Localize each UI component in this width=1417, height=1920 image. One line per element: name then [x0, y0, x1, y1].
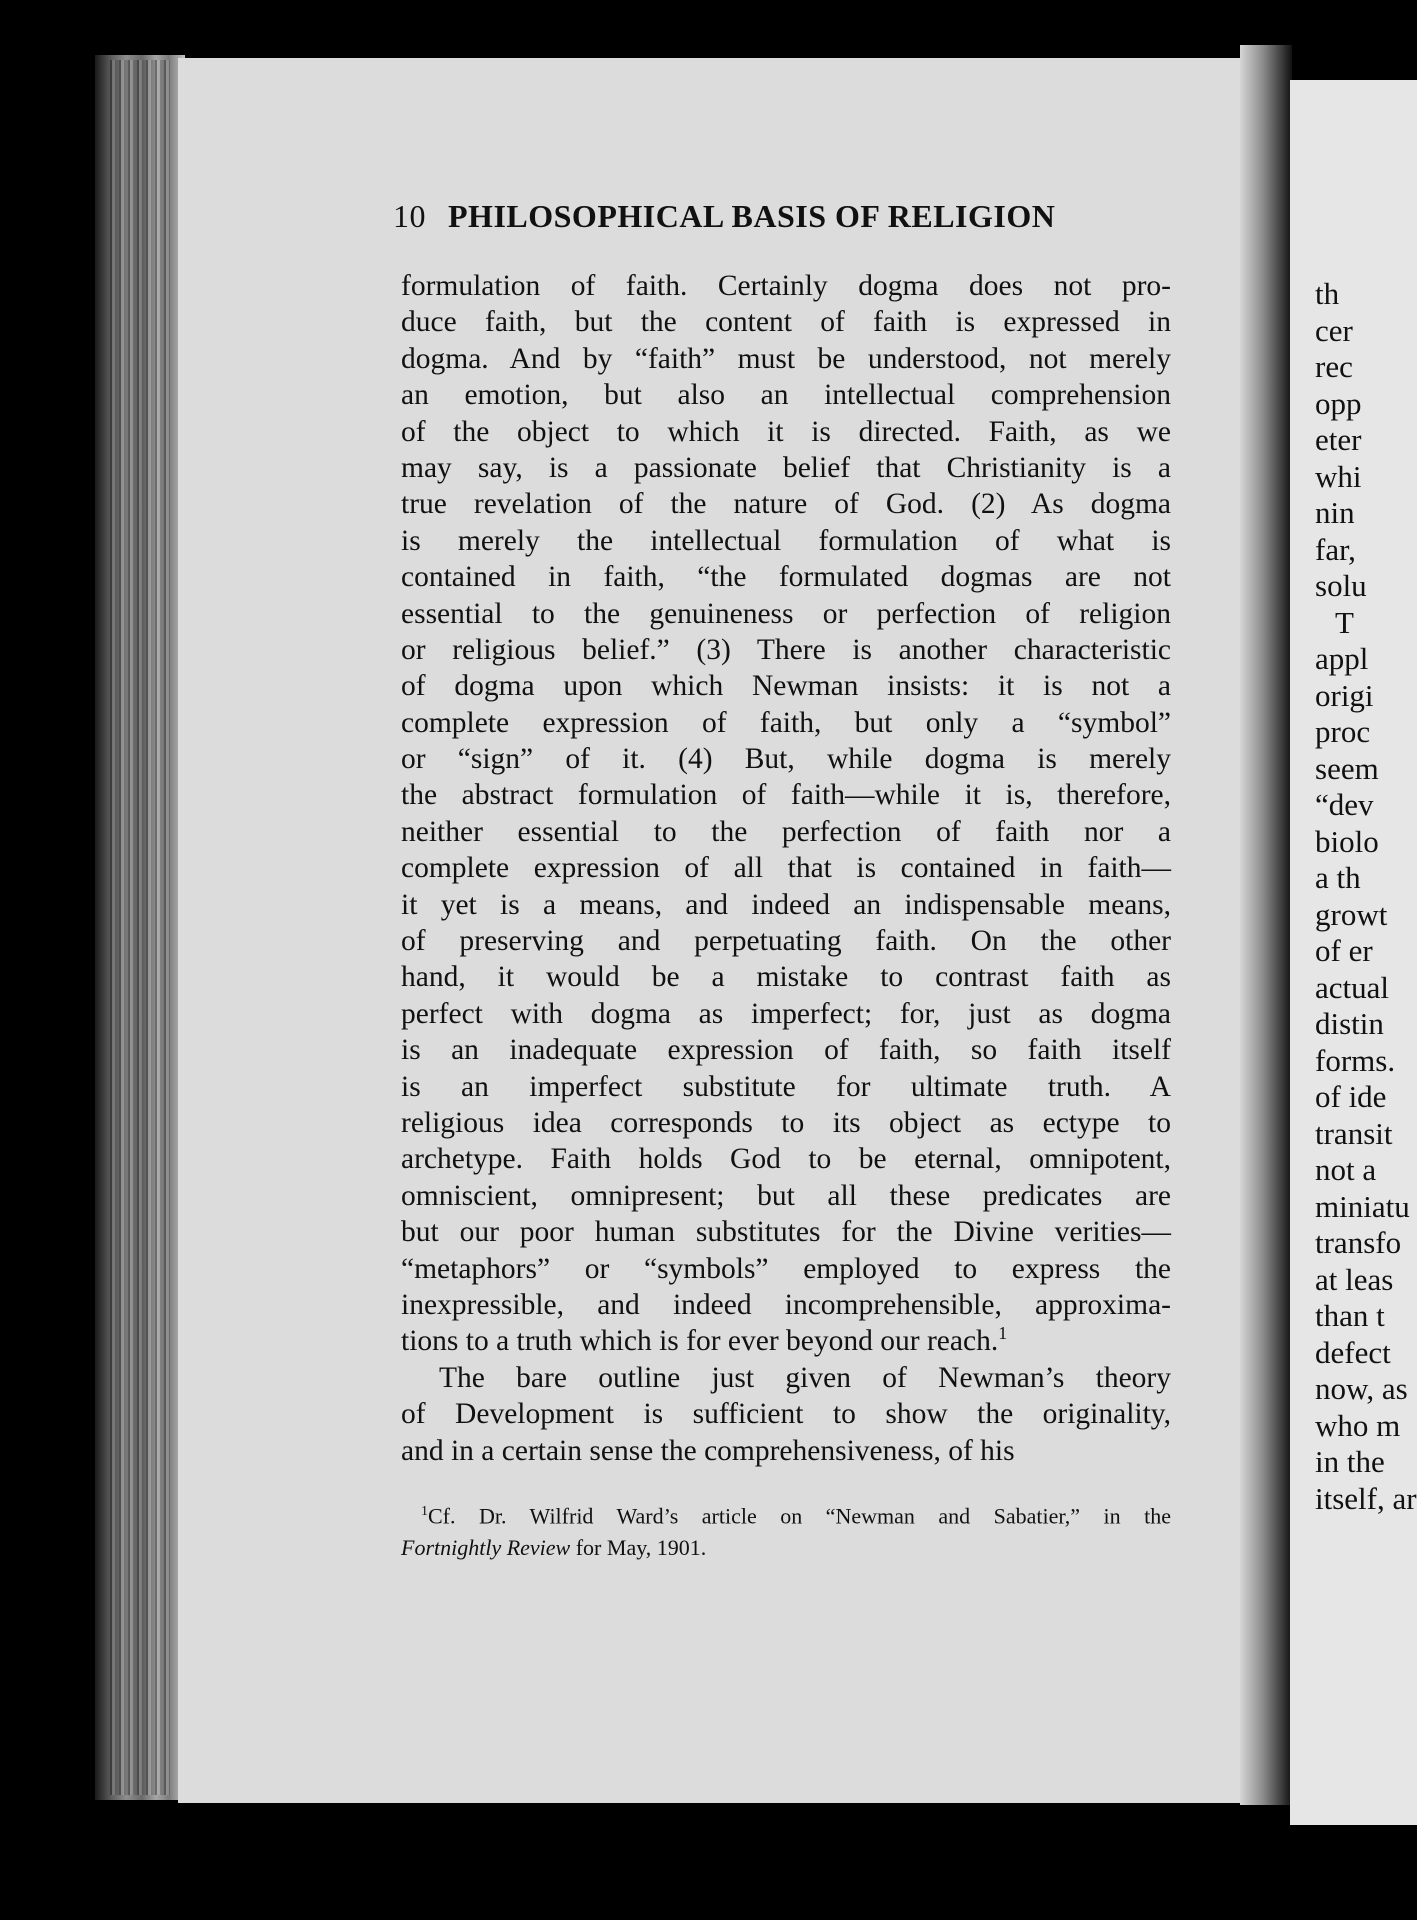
text-line: The bare outline just given of Newman’s theory — [439, 1361, 1171, 1394]
text-line: perfect with dogma as imperfect; for, just as dogma — [401, 997, 1171, 1030]
facing-page-line: far, — [1315, 531, 1356, 567]
facing-page-line: opp — [1315, 385, 1362, 421]
facing-page-line: biolo — [1315, 823, 1379, 859]
facing-page-line: transit — [1315, 1115, 1393, 1151]
text-line: may say, is a passionate belief that Christianity is a — [401, 451, 1171, 484]
text-line: of Development is sufficient to show the originality, — [401, 1398, 1171, 1431]
facing-page-line: origi — [1315, 677, 1374, 713]
facing-page-line: seem — [1315, 750, 1379, 786]
footnote-line-1 — [401, 1496, 1171, 1532]
footnote-reference: 1 — [998, 1323, 1008, 1344]
text-line: is an imperfect substitute for ultimate truth. A — [401, 1070, 1171, 1103]
text-line: the abstract formulation of faith—while it is, therefore, — [401, 779, 1171, 812]
facing-page-line: who m — [1315, 1407, 1401, 1443]
text-line: tions to a truth which is for ever beyond our reach. — [401, 1325, 999, 1358]
text-line: complete expression of all that is contained in faith— — [401, 852, 1171, 885]
text-line: of preserving and perpetuating faith. On the other — [401, 925, 1171, 958]
footnote-marker: 1 — [421, 1504, 428, 1519]
text-line: religious idea corresponds to its object as ectype to — [401, 1106, 1171, 1139]
text-line: hand, it would be a mistake to contrast faith as — [401, 961, 1171, 994]
footnote-text: Cf. Dr. Wilfrid Ward’s article on “Newman and Sabatier,” in the — [428, 1503, 1171, 1529]
footnote-line-2 — [401, 1532, 1171, 1564]
facing-page-line: proc — [1315, 714, 1371, 749]
text-line: of the object to which it is directed. Faith, as we — [401, 415, 1171, 448]
text-line: formulation of faith. Certainly dogma does not pro- — [401, 270, 1171, 302]
facing-page-line: T — [1335, 604, 1354, 640]
body-text — [401, 268, 1171, 1469]
facing-page-line: th — [1315, 276, 1340, 311]
facing-page-line: of ide — [1315, 1079, 1387, 1114]
facing-page-line: at leas — [1315, 1261, 1394, 1297]
facing-page-line: a th — [1315, 860, 1361, 895]
text-line: complete expression of faith, but only a “symbol” — [401, 706, 1171, 739]
facing-page-line: appl — [1315, 641, 1369, 676]
facing-page-line: solu — [1315, 568, 1367, 603]
facing-page-line: miniatu — [1315, 1188, 1410, 1224]
facing-page-line: “dev — [1315, 787, 1374, 822]
facing-page-line: of er — [1315, 933, 1373, 968]
facing-page-text — [1315, 276, 1417, 1517]
facing-page-line: eter — [1315, 422, 1362, 457]
text-line: an emotion, but also an intellectual comprehension — [401, 379, 1171, 412]
facing-page-line: not a — [1315, 1152, 1377, 1187]
facing-page-line: distin — [1315, 1006, 1384, 1041]
text-line: dogma. And by “faith” must be understood, not merely — [401, 342, 1171, 375]
text-line: contained in faith, “the formulated dogmas are not — [401, 561, 1171, 594]
text-line: is an inadequate expression of faith, so faith itself — [401, 1034, 1171, 1067]
page-number: 10 — [393, 198, 426, 234]
text-line: inexpressible, and indeed incomprehensible, approxima- — [401, 1288, 1171, 1321]
text-line: true revelation of the nature of God. (2) As dogma — [401, 488, 1171, 521]
footnote-date: for May, 1901. — [570, 1535, 707, 1561]
running-title: PHILOSOPHICAL BASIS OF RELIGION — [448, 198, 1056, 234]
text-line: and in a certain sense the comprehensiveness, of his — [401, 1434, 1015, 1467]
facing-page-line: actual — [1315, 969, 1390, 1005]
facing-page-line: cer — [1315, 312, 1353, 348]
footnote — [401, 1496, 1171, 1564]
page-gutter-shadow — [1240, 45, 1292, 1805]
facing-page-line: than t — [1315, 1298, 1385, 1333]
text-line: but our poor human substitutes for the Divine verities— — [401, 1216, 1171, 1249]
text-line: omniscient, omnipresent; but all these predicates are — [401, 1179, 1171, 1212]
facing-page-line: transfo — [1315, 1225, 1402, 1260]
text-line: or “sign” of it. (4) But, while dogma is merely — [401, 743, 1171, 776]
binding-texture — [110, 60, 170, 1795]
text-line: or religious belief.” (3) There is another characteristic — [401, 633, 1171, 666]
facing-page-line: forms. — [1315, 1042, 1396, 1078]
text-line: “metaphors” or “symbols” employed to express the — [401, 1252, 1171, 1285]
text-line: neither essential to the perfection of faith nor a — [401, 815, 1171, 848]
facing-page-line: now, as — [1315, 1371, 1408, 1406]
journal-title: Fortnightly Review — [401, 1535, 571, 1561]
facing-page-line: whi — [1315, 458, 1362, 494]
running-header — [393, 198, 1173, 235]
facing-page-line: defect — [1315, 1334, 1391, 1370]
text-line: essential to the genuineness or perfection of religion — [401, 597, 1171, 630]
facing-page-line: nin — [1315, 495, 1355, 530]
text-line: archetype. Faith holds God to be eternal, omnipotent, — [401, 1143, 1171, 1176]
text-line: duce faith, but the content of faith is expressed in — [401, 306, 1171, 339]
facing-page-line: growt — [1315, 896, 1388, 932]
text-line: it yet is a means, and indeed an indispensable means, — [401, 888, 1171, 921]
facing-page-line: in the — [1315, 1444, 1385, 1479]
facing-page-line: itself, ar — [1315, 1480, 1417, 1516]
text-line-wrapper — [401, 1323, 1171, 1359]
text-line: of dogma upon which Newman insists: it is not a — [401, 670, 1171, 703]
text-line: is merely the intellectual formulation of what is — [401, 524, 1171, 557]
facing-page-line: rec — [1315, 349, 1353, 384]
